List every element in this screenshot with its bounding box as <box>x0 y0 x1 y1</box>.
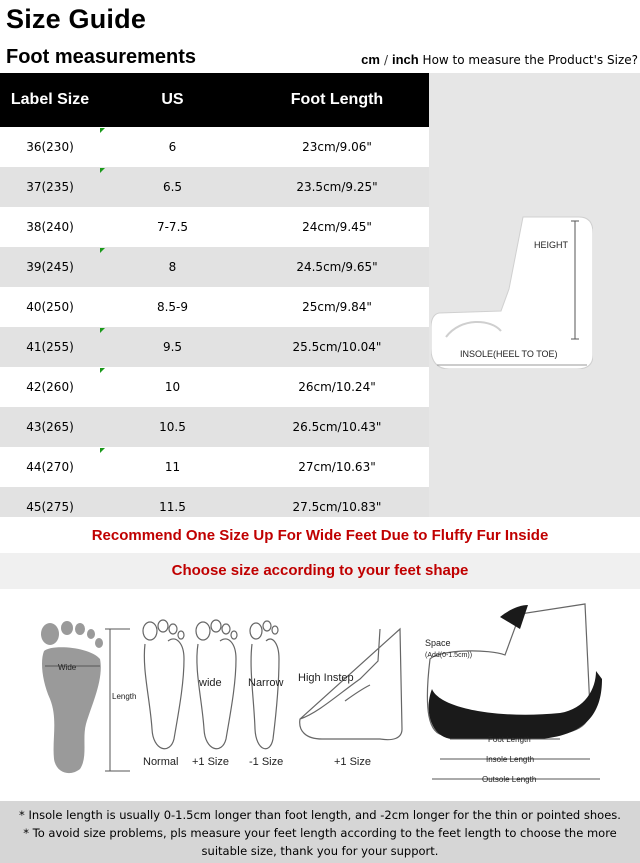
normal-label: Normal <box>143 756 179 768</box>
cell-label-size: 40(250) <box>26 300 74 314</box>
recommend-note: Recommend One Size Up For Wide Feet Due to Fluffy Fur Inside <box>91 527 549 544</box>
cell-label-size: 43(265) <box>26 420 74 434</box>
table-row <box>0 327 429 367</box>
footer-note-1: * Insole length is usually 0-1.5cm longer than foot length, and -2cm longer for the thin or pointed shoes. <box>19 808 621 822</box>
cell-label-size: 36(230) <box>26 140 74 154</box>
high-instep-size-label: +1 Size <box>334 756 371 768</box>
table-row <box>0 167 429 207</box>
table-row <box>0 127 429 167</box>
plus-one-size-label: +1 Size <box>192 756 229 768</box>
boot-diagram <box>431 215 593 369</box>
cell-foot-length: 27cm/10.63" <box>298 460 376 474</box>
high-instep-label: High Instep <box>298 672 354 684</box>
foot-shape-illustrations <box>0 589 640 801</box>
cell-label-size: 38(240) <box>26 220 74 234</box>
cell-foot-length: 23cm/9.06" <box>302 140 372 154</box>
table-body <box>0 127 429 527</box>
table-row <box>0 447 429 487</box>
boot-insole-label: INSOLE(HEEL TO TOE) <box>460 349 558 359</box>
header-label-size: Label Size <box>10 91 90 108</box>
cell-label-size: 37(235) <box>26 180 74 194</box>
cell-marker <box>100 368 105 373</box>
units-bar <box>361 52 638 67</box>
choose-note: Choose size according to your feet shape <box>171 562 469 579</box>
size-table <box>0 73 429 527</box>
cell-us: 8 <box>168 260 177 274</box>
minus-one-size-label: -1 Size <box>249 756 284 768</box>
footer-notes <box>0 801 640 863</box>
cell-foot-length: 23.5cm/9.25" <box>296 180 378 194</box>
footer-note-2: * To avoid size problems, pls measure your feet length according to the feet length to choose the more suitable size, thank you for your support. <box>23 826 617 858</box>
cell-us: 10.5 <box>159 420 186 434</box>
cell-foot-length: 24cm/9.45" <box>302 220 372 234</box>
cell-marker <box>100 328 105 333</box>
cell-foot-length: 25.5cm/10.04" <box>292 340 382 354</box>
footprint-icon <box>41 621 103 773</box>
unit-inch: inch <box>391 52 419 67</box>
page-title: Size Guide <box>6 4 147 34</box>
cell-us: 7-7.5 <box>156 220 189 234</box>
cell-foot-length: 27.5cm/10.83" <box>292 500 382 514</box>
wide-foot-label: wide <box>199 677 222 689</box>
cell-label-size: 39(245) <box>26 260 74 274</box>
cell-us: 8.5-9 <box>156 300 189 314</box>
table-row <box>0 407 429 447</box>
cell-marker <box>100 448 105 453</box>
cell-foot-length: 25cm/9.84" <box>302 300 372 314</box>
header-us: US <box>161 91 184 108</box>
section-subtitle: Foot measurements <box>6 46 197 68</box>
header-foot-length: Foot Length <box>290 91 384 108</box>
cell-label-size: 45(275) <box>26 500 74 514</box>
cell-us: 10 <box>164 380 181 394</box>
foot-length-label: Foot Length <box>488 735 531 744</box>
boot-height-label: HEIGHT <box>534 240 569 250</box>
table-row <box>0 247 429 287</box>
table-row <box>0 207 429 247</box>
cell-us: 6.5 <box>162 180 183 194</box>
cell-label-size: 41(255) <box>26 340 74 354</box>
cell-foot-length: 26.5cm/10.43" <box>292 420 382 434</box>
unit-separator: / <box>383 53 388 67</box>
cell-label-size: 44(270) <box>26 460 74 474</box>
length-label: Length <box>112 692 137 701</box>
narrow-foot-label: Narrow <box>248 677 284 689</box>
cell-us: 11.5 <box>159 500 186 514</box>
shoe-sole <box>429 671 602 739</box>
cell-marker <box>100 168 105 173</box>
cell-us: 6 <box>168 140 177 154</box>
table-header <box>0 73 429 127</box>
cell-marker <box>100 248 105 253</box>
table-row <box>0 367 429 407</box>
foot-illustration-art <box>0 589 640 801</box>
cell-foot-length: 24.5cm/9.65" <box>296 260 378 274</box>
cell-foot-length: 26cm/10.24" <box>298 380 376 394</box>
unit-cm: cm <box>361 52 380 67</box>
outsole-length-label: Outsole Length <box>482 775 537 784</box>
cell-marker <box>100 128 105 133</box>
cell-us: 9.5 <box>162 340 183 354</box>
wide-width-label: Wide <box>58 663 77 672</box>
space-add-label: (Add(0-1.5cm)) <box>425 652 473 659</box>
cell-us: 11 <box>164 460 181 474</box>
insole-length-label: Insole Length <box>486 755 535 764</box>
space-label: Space <box>425 638 451 648</box>
cell-label-size: 42(260) <box>26 380 74 394</box>
table-row <box>0 287 429 327</box>
how-to-measure-link: How to measure the Product's Size? <box>422 53 638 67</box>
